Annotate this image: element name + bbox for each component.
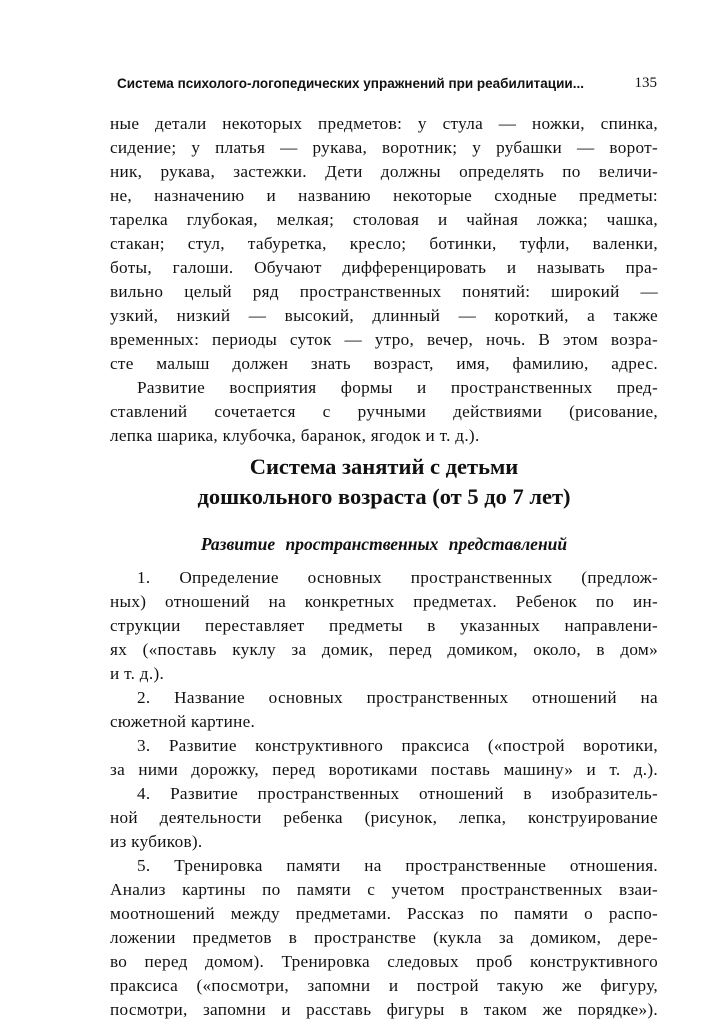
list-item-line: струкции переставляет предметы в указанных направлени- bbox=[110, 616, 658, 635]
paragraph-line: лепка шарика, клубочка, баранок, ягодок и т. д.). bbox=[110, 426, 480, 445]
list-item-line: ной деятельности ребенка (рисунок, лепка, конструирование bbox=[110, 808, 658, 827]
list-item-line: 5. Тренировка памяти на пространственные отношения. bbox=[137, 856, 658, 875]
list-item-line: посмотри, запомни и расставь фигуры в таком же порядке»). bbox=[110, 1000, 658, 1019]
list-item-line: 3. Развитие конструктивного праксиса («построй воротики, bbox=[137, 736, 658, 755]
list-item-line: ях («поставь куклу за домик, перед домиком, около, в дом» bbox=[110, 640, 658, 659]
paragraph-line: боты, галоши. Обучают дифференцировать и называть пра- bbox=[110, 258, 658, 277]
list-item-line: и т. д.). bbox=[110, 664, 165, 683]
list-item-line: за ними дорожку, перед воротиками поставь машину» и т. д.). bbox=[110, 760, 658, 779]
paragraph-line: ник, рукава, застежки. Дети должны определять по величи- bbox=[110, 162, 658, 181]
paragraph-line: тарелка глубокая, мелкая; столовая и чайная ложка; чашка, bbox=[110, 210, 658, 229]
list-item-line: 4. Развитие пространственных отношений в изобразитель- bbox=[137, 784, 658, 803]
paragraph-line: не, назначению и названию некоторые сходные предметы: bbox=[110, 186, 658, 205]
list-item-line: из кубиков). bbox=[110, 832, 203, 851]
list-item-line: моотношений между предметами. Рассказ по памяти о распо- bbox=[110, 904, 658, 923]
list-item-line: Анализ картины по памяти с учетом пространственных взаи- bbox=[110, 880, 658, 899]
section-heading-line: Система занятий с детьми bbox=[249, 454, 519, 479]
paragraph-line: сте малыш должен знать возраст, имя, фамилию, адрес. bbox=[110, 354, 658, 373]
page-number: 135 bbox=[634, 76, 657, 91]
list-item-line: ложении предметов в пространстве (кукла за домиком, дере- bbox=[110, 928, 658, 947]
paragraph-line: ные детали некоторых предметов: у стула — ножки, спинка, bbox=[110, 114, 658, 133]
paragraph-line: Развитие восприятия формы и пространственных пред- bbox=[137, 378, 658, 397]
list-item-line: сюжетной картине. bbox=[110, 712, 256, 731]
list-item-line: во перед домом). Тренировка следовых проб конструктивного bbox=[110, 952, 658, 971]
paragraph-line: сидение; у платья — рукава, воротник; у рубашки — ворот- bbox=[110, 138, 658, 157]
paragraph-line: ставлений сочетается с ручными действиями (рисование, bbox=[110, 402, 658, 421]
section-subheading: Развитие пространственных представлений bbox=[200, 534, 568, 554]
list-item-line: ных) отношений на конкретных предметах. Ребенок по ин- bbox=[110, 592, 658, 611]
paragraph-line: вильно целый ряд пространственных понятий: широкий — bbox=[110, 282, 658, 301]
list-item-line: праксиса («посмотри, запомни и построй такую же фигуру, bbox=[110, 976, 658, 995]
section-heading-line: дошкольного возраста (от 5 до 7 лет) bbox=[197, 484, 571, 509]
list-item-line: 1. Определение основных пространственных (предлож- bbox=[137, 568, 658, 587]
paragraph-line: узкий, низкий — высокий, длинный — короткий, а также bbox=[110, 306, 658, 325]
running-header bbox=[117, 76, 657, 96]
paragraph-line: временных: периоды суток — утро, вечер, ночь. В этом возра- bbox=[110, 330, 658, 349]
running-header-title: Система психолого-логопедических упражнений при реабилитации... bbox=[117, 76, 584, 91]
list-item-line: 2. Название основных пространственных отношений на bbox=[137, 688, 658, 707]
paragraph-line: стакан; стул, табуретка, кресло; ботинки, туфли, валенки, bbox=[110, 234, 658, 253]
